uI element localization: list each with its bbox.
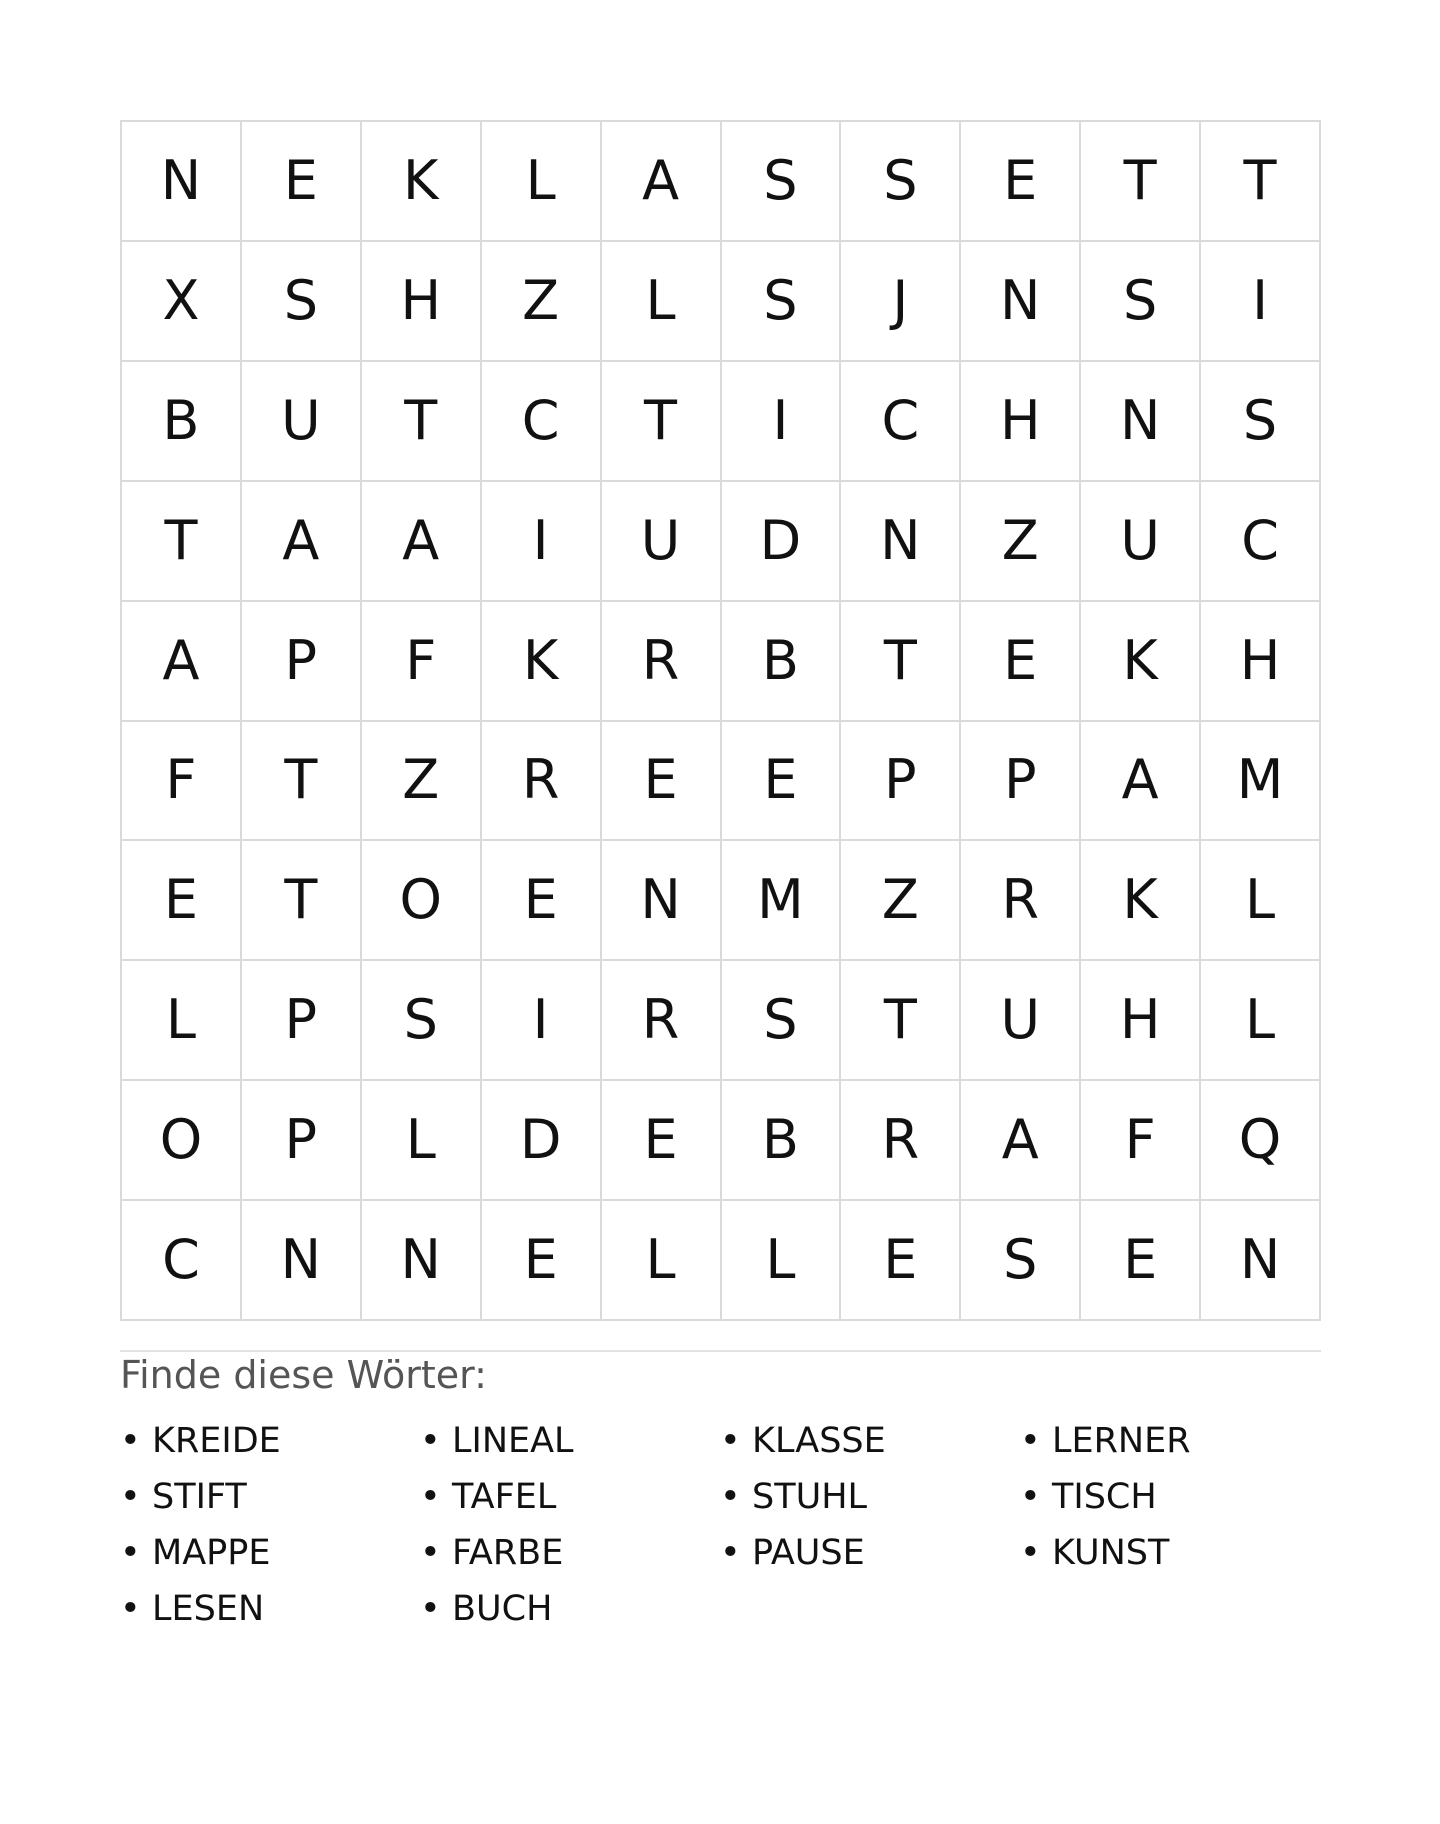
grid-cell[interactable]: Q <box>1201 1081 1321 1201</box>
grid-cell[interactable]: L <box>602 1201 722 1321</box>
grid-cell[interactable]: R <box>602 602 722 722</box>
grid-cell[interactable]: N <box>242 1201 362 1321</box>
word-list-item <box>720 1413 1020 1469</box>
word-label: STUHL <box>752 1477 868 1517</box>
grid-cell[interactable]: S <box>362 961 482 1081</box>
word-label: KUNST <box>1052 1533 1170 1573</box>
grid-cell[interactable]: A <box>1081 722 1201 842</box>
grid-cell[interactable]: L <box>722 1201 842 1321</box>
grid-cell[interactable]: C <box>122 1201 242 1321</box>
grid-cell[interactable]: S <box>841 122 961 242</box>
grid-cell[interactable]: A <box>242 482 362 602</box>
grid-cell[interactable]: A <box>362 482 482 602</box>
grid-cell[interactable]: U <box>961 961 1081 1081</box>
grid-cell[interactable]: M <box>722 841 842 961</box>
grid-cell[interactable]: C <box>1201 482 1321 602</box>
grid-cell[interactable]: R <box>482 722 602 842</box>
grid-cell[interactable]: K <box>1081 841 1201 961</box>
grid-cell[interactable]: T <box>242 841 362 961</box>
grid-cell[interactable]: Z <box>362 722 482 842</box>
grid-cell[interactable]: N <box>961 242 1081 362</box>
bullet-icon: • <box>420 1477 441 1517</box>
grid-cell[interactable]: D <box>722 482 842 602</box>
grid-cell[interactable]: N <box>602 841 722 961</box>
wordlist-heading: Finde diese Wörter: <box>120 1353 487 1397</box>
grid-cell[interactable]: O <box>362 841 482 961</box>
word-label: PAUSE <box>752 1533 865 1573</box>
grid-cell[interactable]: N <box>1081 362 1201 482</box>
grid-cell[interactable]: F <box>1081 1081 1201 1201</box>
word-label: MAPPE <box>152 1533 271 1573</box>
grid-cell[interactable]: R <box>961 841 1081 961</box>
grid-cell[interactable]: E <box>602 1081 722 1201</box>
grid-cell[interactable]: F <box>362 602 482 722</box>
grid-cell[interactable]: M <box>1201 722 1321 842</box>
grid-cell[interactable]: E <box>122 841 242 961</box>
grid-cell[interactable]: S <box>961 1201 1081 1321</box>
bullet-icon: • <box>120 1533 141 1573</box>
grid-cell[interactable]: D <box>482 1081 602 1201</box>
grid-cell[interactable]: S <box>1201 362 1321 482</box>
grid-cell[interactable]: S <box>242 242 362 362</box>
word-list-item <box>120 1413 420 1469</box>
grid-cell[interactable]: K <box>362 122 482 242</box>
grid-cell[interactable]: H <box>362 242 482 362</box>
grid-cell[interactable]: O <box>122 1081 242 1201</box>
grid-cell[interactable]: N <box>362 1201 482 1321</box>
grid-cell[interactable]: L <box>1201 841 1321 961</box>
bullet-icon: • <box>120 1589 141 1629</box>
grid-cell[interactable]: H <box>1201 602 1321 722</box>
grid-cell[interactable]: J <box>841 242 961 362</box>
word-list-item <box>120 1469 420 1525</box>
letter-grid <box>120 120 1321 1321</box>
grid-cell[interactable]: S <box>722 961 842 1081</box>
grid-cell[interactable]: R <box>841 1081 961 1201</box>
grid-cell[interactable]: F <box>122 722 242 842</box>
word-label: LERNER <box>1052 1421 1191 1461</box>
grid-cell[interactable]: I <box>482 482 602 602</box>
grid-cell[interactable]: A <box>602 122 722 242</box>
bullet-icon: • <box>720 1533 741 1573</box>
grid-cell[interactable]: C <box>482 362 602 482</box>
grid-cell[interactable]: E <box>961 602 1081 722</box>
word-label: KLASSE <box>752 1421 886 1461</box>
grid-cell[interactable]: C <box>841 362 961 482</box>
grid-cell[interactable]: Z <box>482 242 602 362</box>
grid-cell[interactable]: T <box>122 482 242 602</box>
word-label: LESEN <box>152 1589 265 1629</box>
grid-cell[interactable]: T <box>362 362 482 482</box>
grid-cell[interactable]: T <box>841 961 961 1081</box>
grid-cell[interactable]: E <box>482 1201 602 1321</box>
grid-cell[interactable]: E <box>242 122 362 242</box>
word-list-item <box>420 1413 720 1469</box>
grid-cell[interactable]: P <box>242 602 362 722</box>
grid-cell[interactable]: E <box>482 841 602 961</box>
word-list-item <box>120 1581 420 1637</box>
grid-cell[interactable]: P <box>242 961 362 1081</box>
grid-cell[interactable]: P <box>841 722 961 842</box>
grid-cell[interactable]: X <box>122 242 242 362</box>
grid-cell[interactable]: K <box>1081 602 1201 722</box>
grid-cell[interactable]: R <box>602 961 722 1081</box>
grid-cell[interactable]: I <box>1201 242 1321 362</box>
word-list-item <box>720 1469 1020 1525</box>
word-label: LINEAL <box>452 1421 574 1461</box>
bullet-icon: • <box>120 1421 141 1461</box>
grid-cell[interactable]: P <box>961 722 1081 842</box>
word-label: TISCH <box>1052 1477 1157 1517</box>
grid-cell[interactable]: U <box>1081 482 1201 602</box>
grid-cell[interactable]: Z <box>841 841 961 961</box>
grid-cell[interactable]: H <box>1081 961 1201 1081</box>
word-list-item <box>420 1525 720 1581</box>
word-list-item <box>1020 1413 1320 1469</box>
grid-cell[interactable]: L <box>122 961 242 1081</box>
grid-cell[interactable]: L <box>482 122 602 242</box>
grid-cell[interactable]: S <box>722 242 842 362</box>
grid-cell[interactable]: U <box>242 362 362 482</box>
bullet-icon: • <box>1020 1533 1041 1573</box>
grid-cell[interactable]: I <box>722 362 842 482</box>
grid-cell[interactable]: T <box>841 602 961 722</box>
word-list-item <box>720 1525 1020 1581</box>
grid-cell[interactable]: L <box>1201 961 1321 1081</box>
grid-cell[interactable]: A <box>961 1081 1081 1201</box>
grid-cell[interactable]: I <box>482 961 602 1081</box>
word-list-item <box>120 1525 420 1581</box>
grid-cell[interactable]: L <box>362 1081 482 1201</box>
word-list-item <box>420 1581 720 1637</box>
grid-cell[interactable]: T <box>242 722 362 842</box>
bullet-icon: • <box>1020 1421 1041 1461</box>
grid-cell[interactable]: N <box>122 122 242 242</box>
bullet-icon: • <box>420 1533 441 1573</box>
grid-cell[interactable]: N <box>1201 1201 1321 1321</box>
word-label: STIFT <box>152 1477 247 1517</box>
grid-cell[interactable]: T <box>1081 122 1201 242</box>
word-label: TAFEL <box>452 1477 557 1517</box>
grid-cell[interactable]: T <box>1201 122 1321 242</box>
bullet-icon: • <box>120 1477 141 1517</box>
grid-cell[interactable]: E <box>841 1201 961 1321</box>
grid-cell[interactable]: K <box>482 602 602 722</box>
word-label: FARBE <box>452 1533 564 1573</box>
grid-cell[interactable]: E <box>602 722 722 842</box>
bullet-icon: • <box>1020 1477 1041 1517</box>
bullet-icon: • <box>720 1421 741 1461</box>
grid-cell[interactable]: P <box>242 1081 362 1201</box>
grid-cell[interactable]: S <box>722 122 842 242</box>
grid-cell[interactable]: B <box>722 1081 842 1201</box>
grid-cell[interactable]: T <box>602 362 722 482</box>
grid-cell[interactable]: Z <box>961 482 1081 602</box>
bullet-icon: • <box>720 1477 741 1517</box>
word-list-item <box>1020 1525 1320 1581</box>
grid-cell[interactable]: E <box>1081 1201 1201 1321</box>
grid-cell[interactable]: A <box>122 602 242 722</box>
grid-cell[interactable]: B <box>722 602 842 722</box>
grid-cell[interactable]: U <box>602 482 722 602</box>
bullet-icon: • <box>420 1421 441 1461</box>
grid-cell[interactable]: L <box>602 242 722 362</box>
grid-cell[interactable]: B <box>122 362 242 482</box>
word-label: BUCH <box>452 1589 553 1629</box>
word-list <box>120 1413 1321 1637</box>
word-list-item <box>1020 1469 1320 1525</box>
grid-cell[interactable]: S <box>1081 242 1201 362</box>
grid-cell[interactable]: N <box>841 482 961 602</box>
grid-cell[interactable]: H <box>961 362 1081 482</box>
grid-cell[interactable]: E <box>961 122 1081 242</box>
word-label: KREIDE <box>152 1421 281 1461</box>
grid-cell[interactable]: E <box>722 722 842 842</box>
bullet-icon: • <box>420 1589 441 1629</box>
word-list-item <box>420 1469 720 1525</box>
